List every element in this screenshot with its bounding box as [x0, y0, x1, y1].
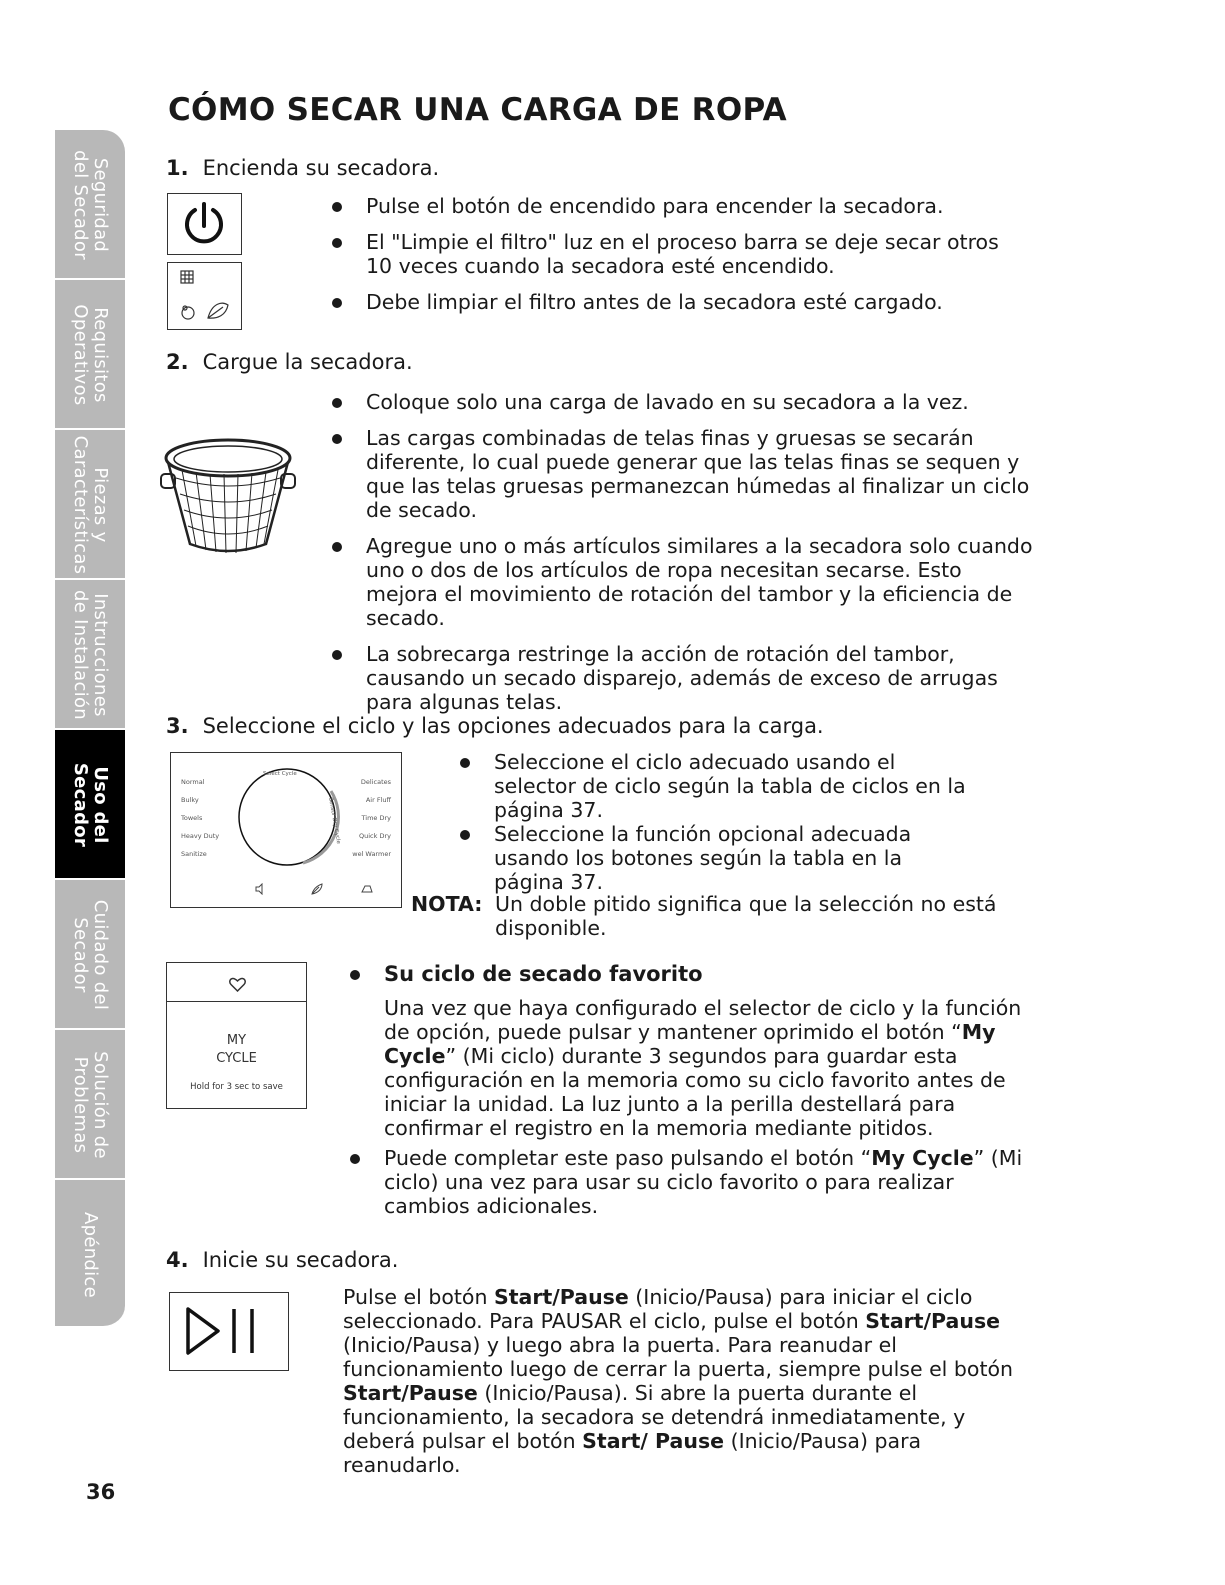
favorite-heading: Su ciclo de secado favorito: [384, 962, 703, 986]
page-title: CÓMO SECAR UNA CARGA DE ROPA: [168, 92, 787, 128]
list-item: Debe limpiar el filtro antes de la secadora esté cargado.: [330, 290, 1030, 314]
note-label: NOTA:: [411, 892, 483, 916]
favorite-paragraph: [384, 996, 1028, 1140]
cycle-label: wel Warmer: [352, 850, 391, 858]
tab-seguridad[interactable]: [55, 130, 125, 280]
step-4-heading: [166, 1248, 398, 1272]
tab-label: Instrucciones de Instalación: [70, 590, 111, 720]
text-run-bold: My Cycle: [384, 1020, 996, 1068]
heart-area: [167, 963, 306, 1002]
text-run: ” (Mi ciclo) una vez para usar su ciclo favorito o para realizar cambios adicionales.: [384, 1146, 1023, 1218]
arc-label-top: Select Cycle: [263, 771, 297, 777]
power-icon: [168, 194, 240, 254]
step-1-heading: [166, 156, 439, 180]
my-cycle-label: [167, 1032, 306, 1068]
step-number: 4.: [166, 1248, 189, 1272]
tab-solucion[interactable]: [55, 1030, 125, 1180]
tab-label: Requisitos Operativos: [70, 304, 111, 406]
list-item: El "Limpie el filtro" luz en el proceso barra se deje secar otros 10 veces cuando la secadora esté encendido.: [330, 230, 1030, 278]
note: [411, 892, 1031, 940]
laundry-basket-illustration: [160, 432, 296, 562]
list-item: [348, 962, 1028, 1140]
cycle-label: Air Fluff: [365, 796, 391, 804]
section-tabs: [55, 130, 125, 1328]
tab-label: Uso del Secador: [70, 762, 111, 848]
text-run: (Inicio/Pausa). Si abre la puerta durante el funcionamiento, la secadora se detendrá inmediatamente, y deberá pulsar el botón: [343, 1381, 966, 1453]
text-run-bold: Start/Pause: [865, 1309, 1001, 1333]
tab-cuidado[interactable]: [55, 880, 125, 1030]
step-number: 2.: [166, 350, 189, 374]
tab-label: Seguridad del Secador: [70, 150, 111, 260]
cycle-label: Towels: [181, 814, 203, 822]
start-pause-button-illustration: [169, 1292, 289, 1371]
text-run-bold: My Cycle: [871, 1146, 974, 1170]
speaker-icon[interactable]: [255, 883, 267, 895]
cycle-label: Delicates: [360, 778, 391, 786]
text-run: Puede completar este paso pulsando el botón “: [384, 1146, 872, 1170]
cycle-label: Heavy Duty: [181, 832, 220, 840]
page-number: 36: [86, 1480, 116, 1504]
filter-icon: [168, 263, 240, 329]
heart-icon: [229, 977, 246, 992]
list-item: Seleccione la función opcional adecuada usando los botones según la tabla en la página 37.: [458, 822, 978, 894]
power-button-illustration: [167, 193, 242, 255]
step-text: Seleccione el ciclo y las opciones adecuados para la carga.: [202, 714, 824, 738]
step-2-heading: [166, 350, 413, 374]
text-run-bold: Start/ Pause: [582, 1429, 725, 1453]
text-run: ” (Mi ciclo) durante 3 segundos para guardar esta configuración en la memoria como su ciclo favorito antes de iniciar la unidad. La luz junto a la perilla destellará para confirmar el registro en la memoria mediante pitidos.: [384, 1044, 1006, 1140]
text-run: (Inicio/Pausa) para iniciar el ciclo seleccionado. Para PAUSAR el ciclo, pulse el botón: [343, 1285, 973, 1333]
text-run-bold: Start/Pause: [493, 1285, 629, 1309]
tab-apendice[interactable]: [55, 1180, 125, 1328]
play-pause-icon: [170, 1293, 287, 1369]
list-item: Coloque solo una carga de lavado en su secadora a la vez.: [330, 390, 1035, 414]
step-3-bullets: [458, 750, 978, 906]
step-3-heading: [166, 714, 824, 738]
list-item: La sobrecarga restringe la acción de rotación del tambor, causando un secado disparejo, además de exceso de arrugas para algunas telas.: [330, 642, 1035, 714]
my-cycle-line2: CYCLE: [216, 1051, 257, 1066]
cycle-knob-icon[interactable]: [231, 761, 343, 873]
iron-icon[interactable]: [361, 883, 373, 895]
my-cycle-line1: MY: [226, 1033, 247, 1048]
cycle-label: Quick Dry: [359, 832, 391, 840]
cycle-label: Time Dry: [361, 814, 391, 822]
left-cycle-list: [181, 773, 219, 863]
tab-label: Cuidado del Secador: [70, 899, 111, 1011]
control-panel-illustration: [170, 752, 402, 908]
step-text: Inicie su secadora.: [202, 1248, 399, 1272]
my-cycle-button-illustration: [166, 962, 307, 1109]
list-item: Agregue uno o más artículos similares a la secadora solo cuando uno o dos de los artículos de ropa necesitan secarse. Esto mejora el movimiento de rotación del tambor y la eficiencia de secado.: [330, 534, 1035, 630]
tab-requisitos[interactable]: [55, 280, 125, 430]
step-number: 1.: [166, 156, 189, 180]
list-item: Las cargas combinadas de telas finas y gruesas se secarán diferente, lo cual puede generar que las telas finas se sequen y que las telas gruesas permanezcan húmedas al finalizar un ciclo de secado.: [330, 426, 1035, 522]
tab-instrucciones[interactable]: [55, 580, 125, 730]
tab-uso[interactable]: [55, 730, 125, 880]
step-2-bullets: [330, 390, 1035, 726]
tab-label: Piezas y Características: [70, 435, 111, 575]
text-run: (Inicio/Pausa) y luego abra la puerta. Para reanudar el funcionamiento luego de cerrar la puerta, siempre pulse el botón: [343, 1333, 1014, 1381]
step-text: Cargue la secadora.: [202, 350, 413, 374]
arc-label-right: Sensor Dry Cycle: [327, 797, 342, 845]
right-cycle-list: [352, 773, 391, 863]
list-item: Pulse el botón de encendido para encender la secadora.: [330, 194, 1030, 218]
hold-to-save-text: Hold for 3 sec to save: [190, 1082, 283, 1092]
note-text: Un doble pitido significa que la selección no está disponible.: [495, 892, 997, 940]
tab-label: Apéndice: [80, 1211, 101, 1299]
step-1-bullets: [330, 194, 1030, 326]
step-number: 3.: [166, 714, 189, 738]
text-run-bold: Start/Pause: [343, 1381, 478, 1405]
text-run: (Inicio/Pausa) para reanudarlo.: [343, 1429, 922, 1477]
list-item: Seleccione el ciclo adecuado usando el selector de ciclo según la tabla de ciclos en la página 37.: [458, 750, 978, 822]
list-item: [348, 1146, 1028, 1218]
text-run: Pulse el botón: [343, 1285, 494, 1309]
step-text: Encienda su secadora.: [202, 156, 440, 180]
start-pause-paragraph: [343, 1285, 1033, 1477]
cycle-label: Normal: [181, 778, 205, 786]
cycle-label: Bulky: [181, 796, 199, 804]
text-run: Una vez que haya configurado el selector de ciclo y la función de opción, puede pulsar y mantener oprimido el botón “: [384, 996, 1022, 1044]
cycle-label: Sanitize: [181, 850, 207, 858]
filter-indicator-illustration: [167, 262, 242, 330]
tab-label: Solución de Problemas: [70, 1051, 111, 1159]
tab-piezas[interactable]: [55, 430, 125, 580]
favorite-cycle-bullets: [348, 962, 1028, 1230]
leaf-icon[interactable]: [311, 883, 323, 895]
